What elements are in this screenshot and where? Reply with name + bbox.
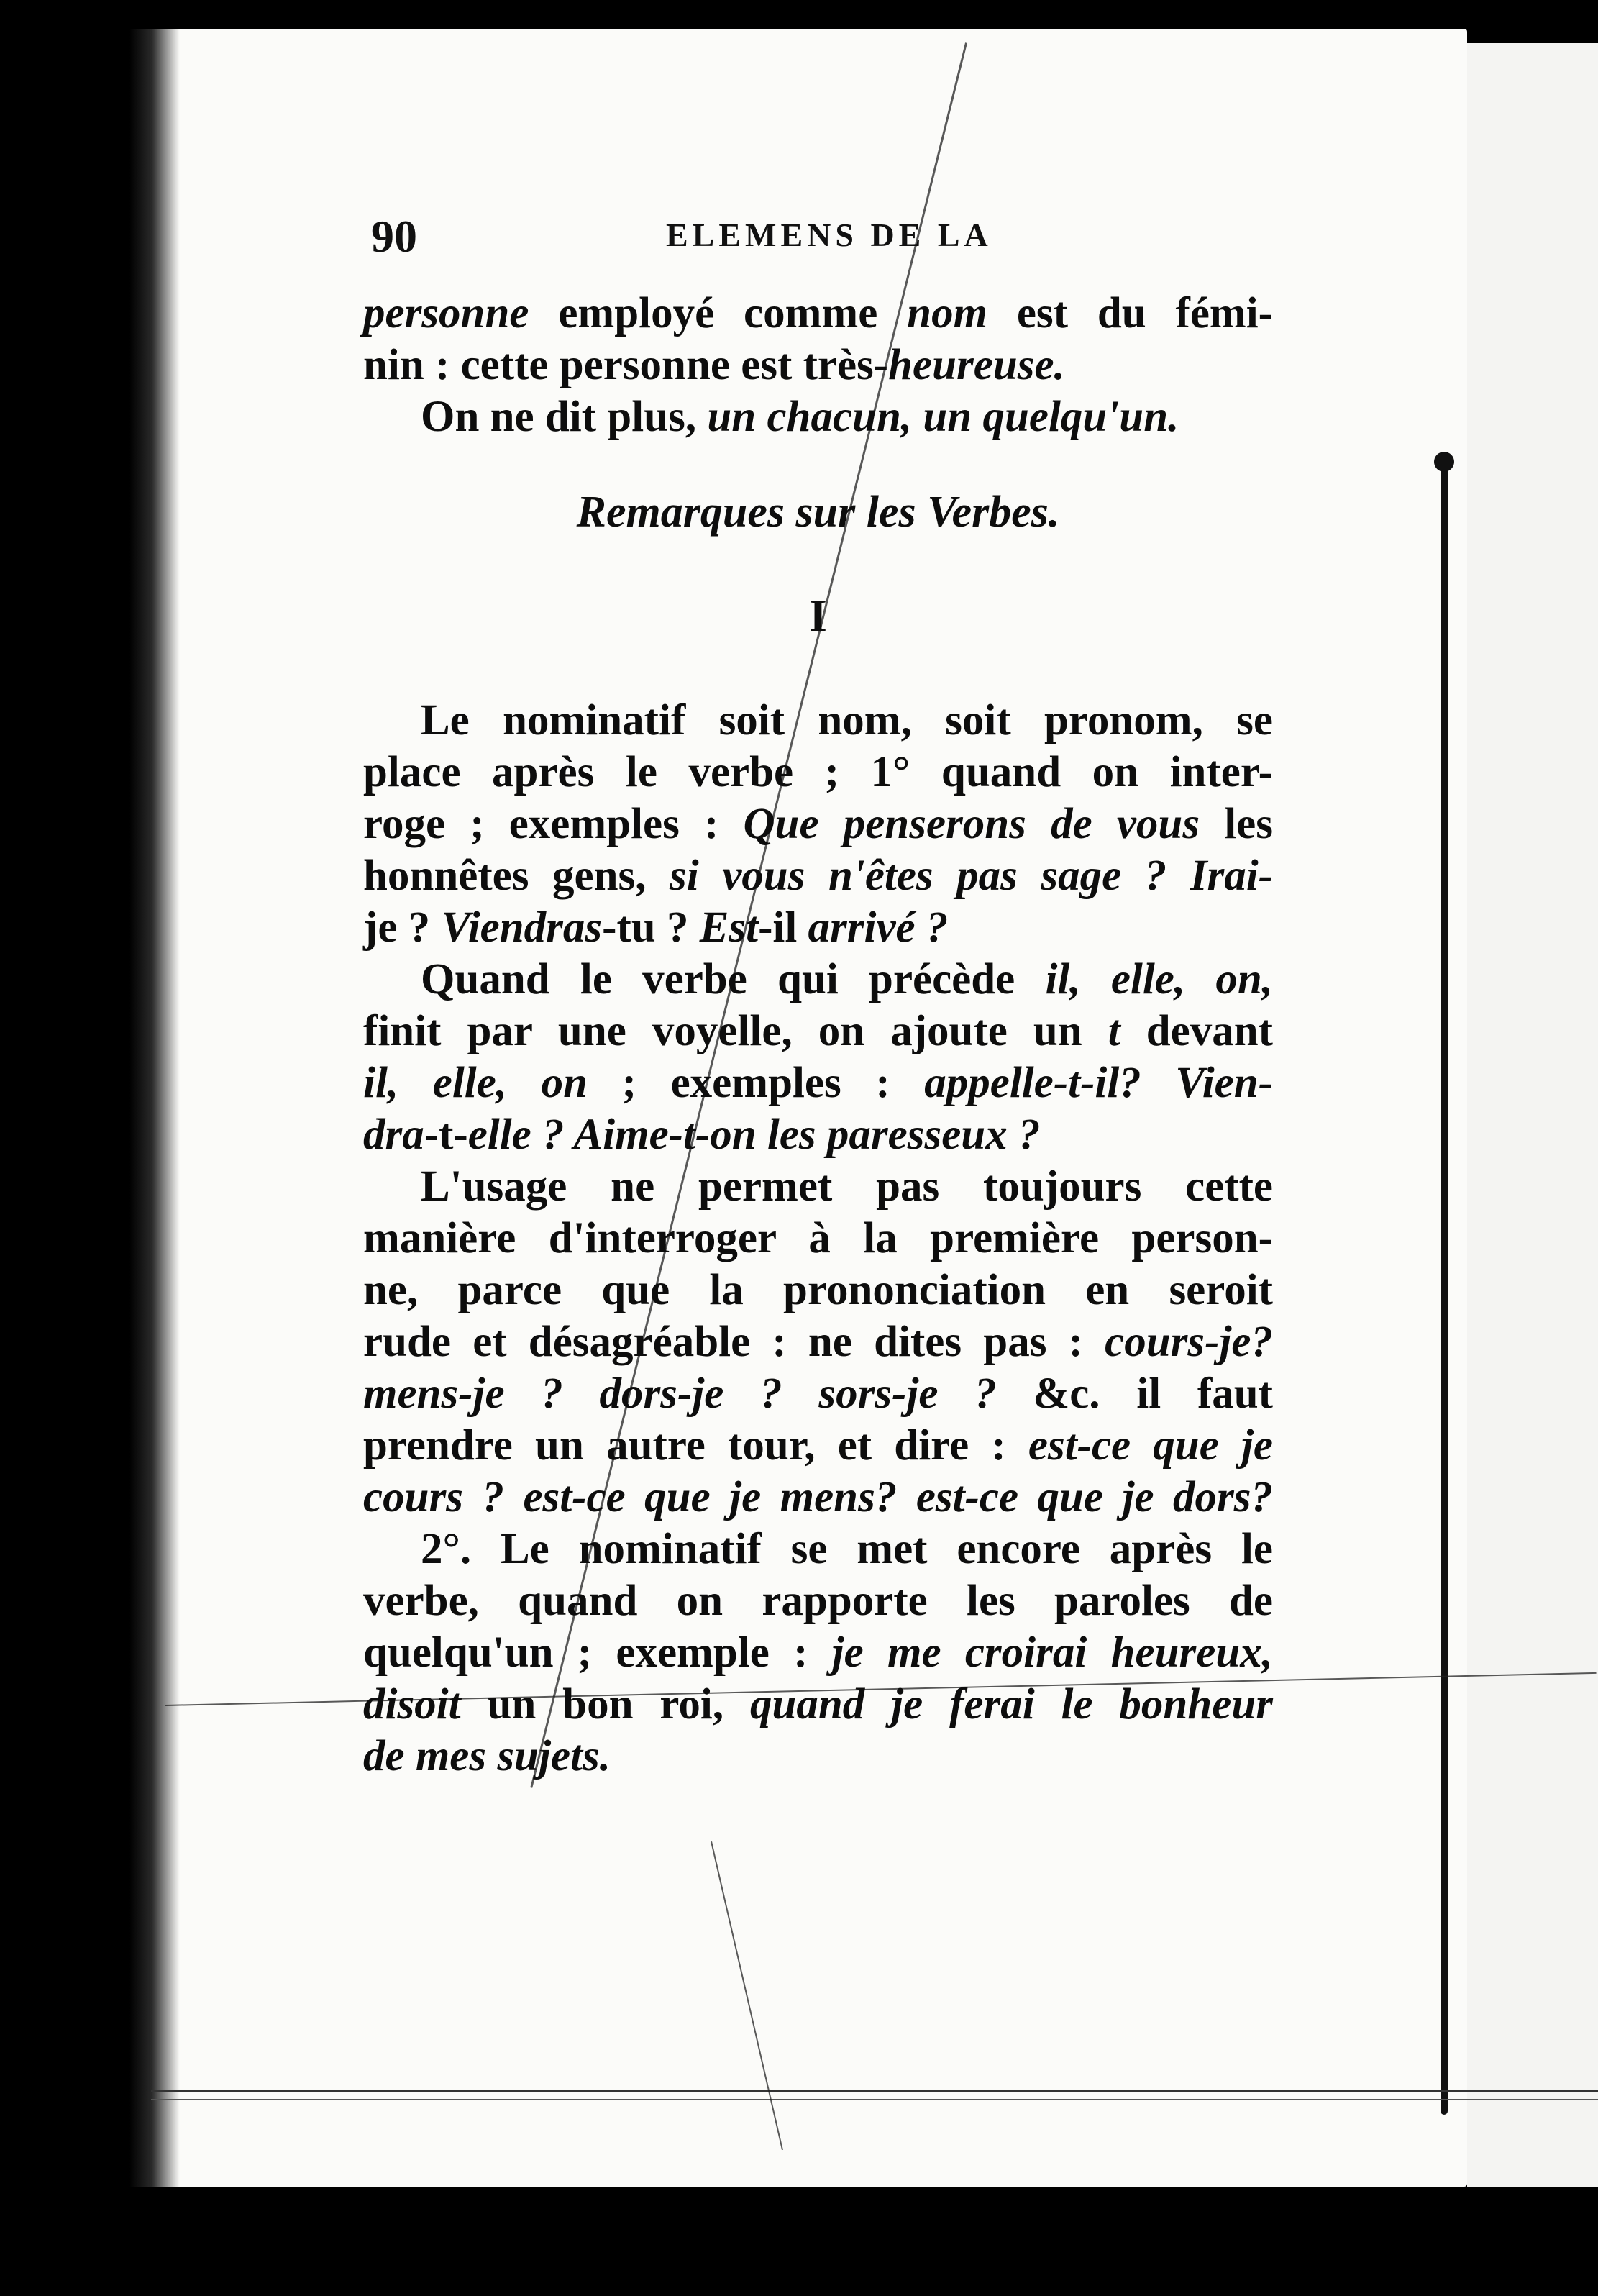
text-run: rude et désagréable : ne dites pas : [363,1318,1105,1366]
italic-run: il, elle, on, [1045,955,1273,1003]
italic-run: cours-je? [1105,1318,1273,1366]
italic-run: de mes sujets. [363,1732,611,1780]
italic-run: t [1108,1007,1120,1055]
text-line [363,1057,1273,1109]
text-line [363,902,1273,954]
text-run: un bon roi, [460,1680,750,1728]
text-line [363,1731,1273,1782]
italic-run: disoit [363,1680,461,1728]
text-run: -tu ? [602,903,700,952]
italic-run: elle ? Aime-t-on les paresseux ? [467,1111,1041,1159]
text-line [363,1213,1273,1265]
text-line [363,1368,1273,1420]
text-line [363,1679,1273,1731]
text-run: Quand le verbe qui précède [421,955,1046,1003]
italic-run: Viendras [441,903,603,952]
text-line [363,1161,1273,1213]
italic-run: il, elle, on [363,1059,588,1107]
text-line [363,695,1273,747]
text-run: les [1200,800,1273,848]
text-run: ne, parce que la prononciation en seroit [363,1266,1273,1314]
text-run: L'usage ne permet pas toujours cette [421,1162,1273,1211]
italic-run: Que penserons de vous [743,800,1200,848]
text-run: -il [758,903,808,952]
italic-run: nom [907,289,988,337]
facing-page-edge [1467,43,1598,2187]
italic-run: cours ? est-ce que je mens? est-ce que je dors? [363,1473,1273,1521]
text-run: quelqu'un ; exemple : [363,1628,832,1677]
text-line [363,954,1273,1006]
text-run: ; exemples : [588,1059,925,1107]
italic-run: mens-je ? dors-je ? sors-je ? [363,1370,997,1418]
italic-run: personne [363,289,529,337]
page-text [363,288,1273,1782]
text-line [363,1575,1273,1627]
text-run: je ? [363,903,442,952]
text-run: -t- [424,1111,468,1159]
text-run: manière d'interroger à la première person- [363,1214,1273,1262]
italic-run: est-ce que je [1028,1421,1274,1470]
section-heading: Remarques sur les Verbes. [576,488,1060,537]
italic-run: dra [363,1111,424,1159]
page-fold-mark [1434,452,1454,472]
text-run: &c. il faut [996,1370,1273,1418]
text-line [363,1472,1273,1523]
text-run: Le nominatif soit nom, soit pronom, se [421,696,1273,744]
bottom-margin-dark [0,2187,1598,2296]
running-title: ELEMENS DE LA [666,217,992,253]
italic-run: si vous n'êtes pas sage ? Irai- [670,852,1273,900]
text-line [363,1523,1273,1575]
page-fold-line [1441,460,1448,2115]
paragraph-top [363,288,1273,443]
italic-run: appelle-t-il? Vien- [924,1059,1273,1107]
italic-run: je me croirai heureux, [831,1628,1273,1677]
text-line [363,1265,1273,1316]
text-run: devant [1120,1007,1273,1055]
text-line [363,1627,1273,1679]
running-head [371,210,1270,268]
italic-run: heureuse. [888,341,1065,389]
text-line [363,1109,1273,1161]
page-number: 90 [371,211,417,262]
text-line [363,340,1273,391]
text-run: honnêtes gens, [363,852,670,900]
text-run: prendre un autre tour, et dire : [363,1421,1028,1470]
text-run: roge ; exemples : [363,800,744,848]
bottom-rule [151,2090,1598,2092]
text-run: employé comme [529,289,908,337]
text-run: place après le verbe ; 1° quand on inter- [363,748,1273,796]
italic-run: Est [699,903,759,952]
text-run: est du fémi- [987,289,1273,337]
text-run: finit par une voyelle, on ajoute un [363,1007,1108,1055]
text-line [363,1420,1273,1472]
italic-run: un chacun, un quelqu'un. [707,393,1179,441]
text-run: 2°. Le nominatif se met encore après le [421,1525,1273,1573]
text-line [363,1006,1273,1057]
text-line [363,1316,1273,1368]
text-run: verbe, quand on rapporte les paroles de [363,1577,1273,1625]
text-run: On ne dit plus, [421,393,708,441]
binding-shadow [129,29,180,2187]
text-line [363,850,1273,902]
italic-run: arrivé ? [808,903,949,952]
italic-run: quand je ferai le bonheur [749,1680,1273,1728]
text-line [363,391,1273,443]
paragraph-body [363,695,1273,1782]
section-numeral: I [809,590,827,641]
text-run: nin : cette personne est très- [363,341,889,389]
bottom-rule-secondary [151,2099,1598,2100]
text-line [363,798,1273,850]
text-line [363,288,1273,340]
text-line [363,747,1273,798]
